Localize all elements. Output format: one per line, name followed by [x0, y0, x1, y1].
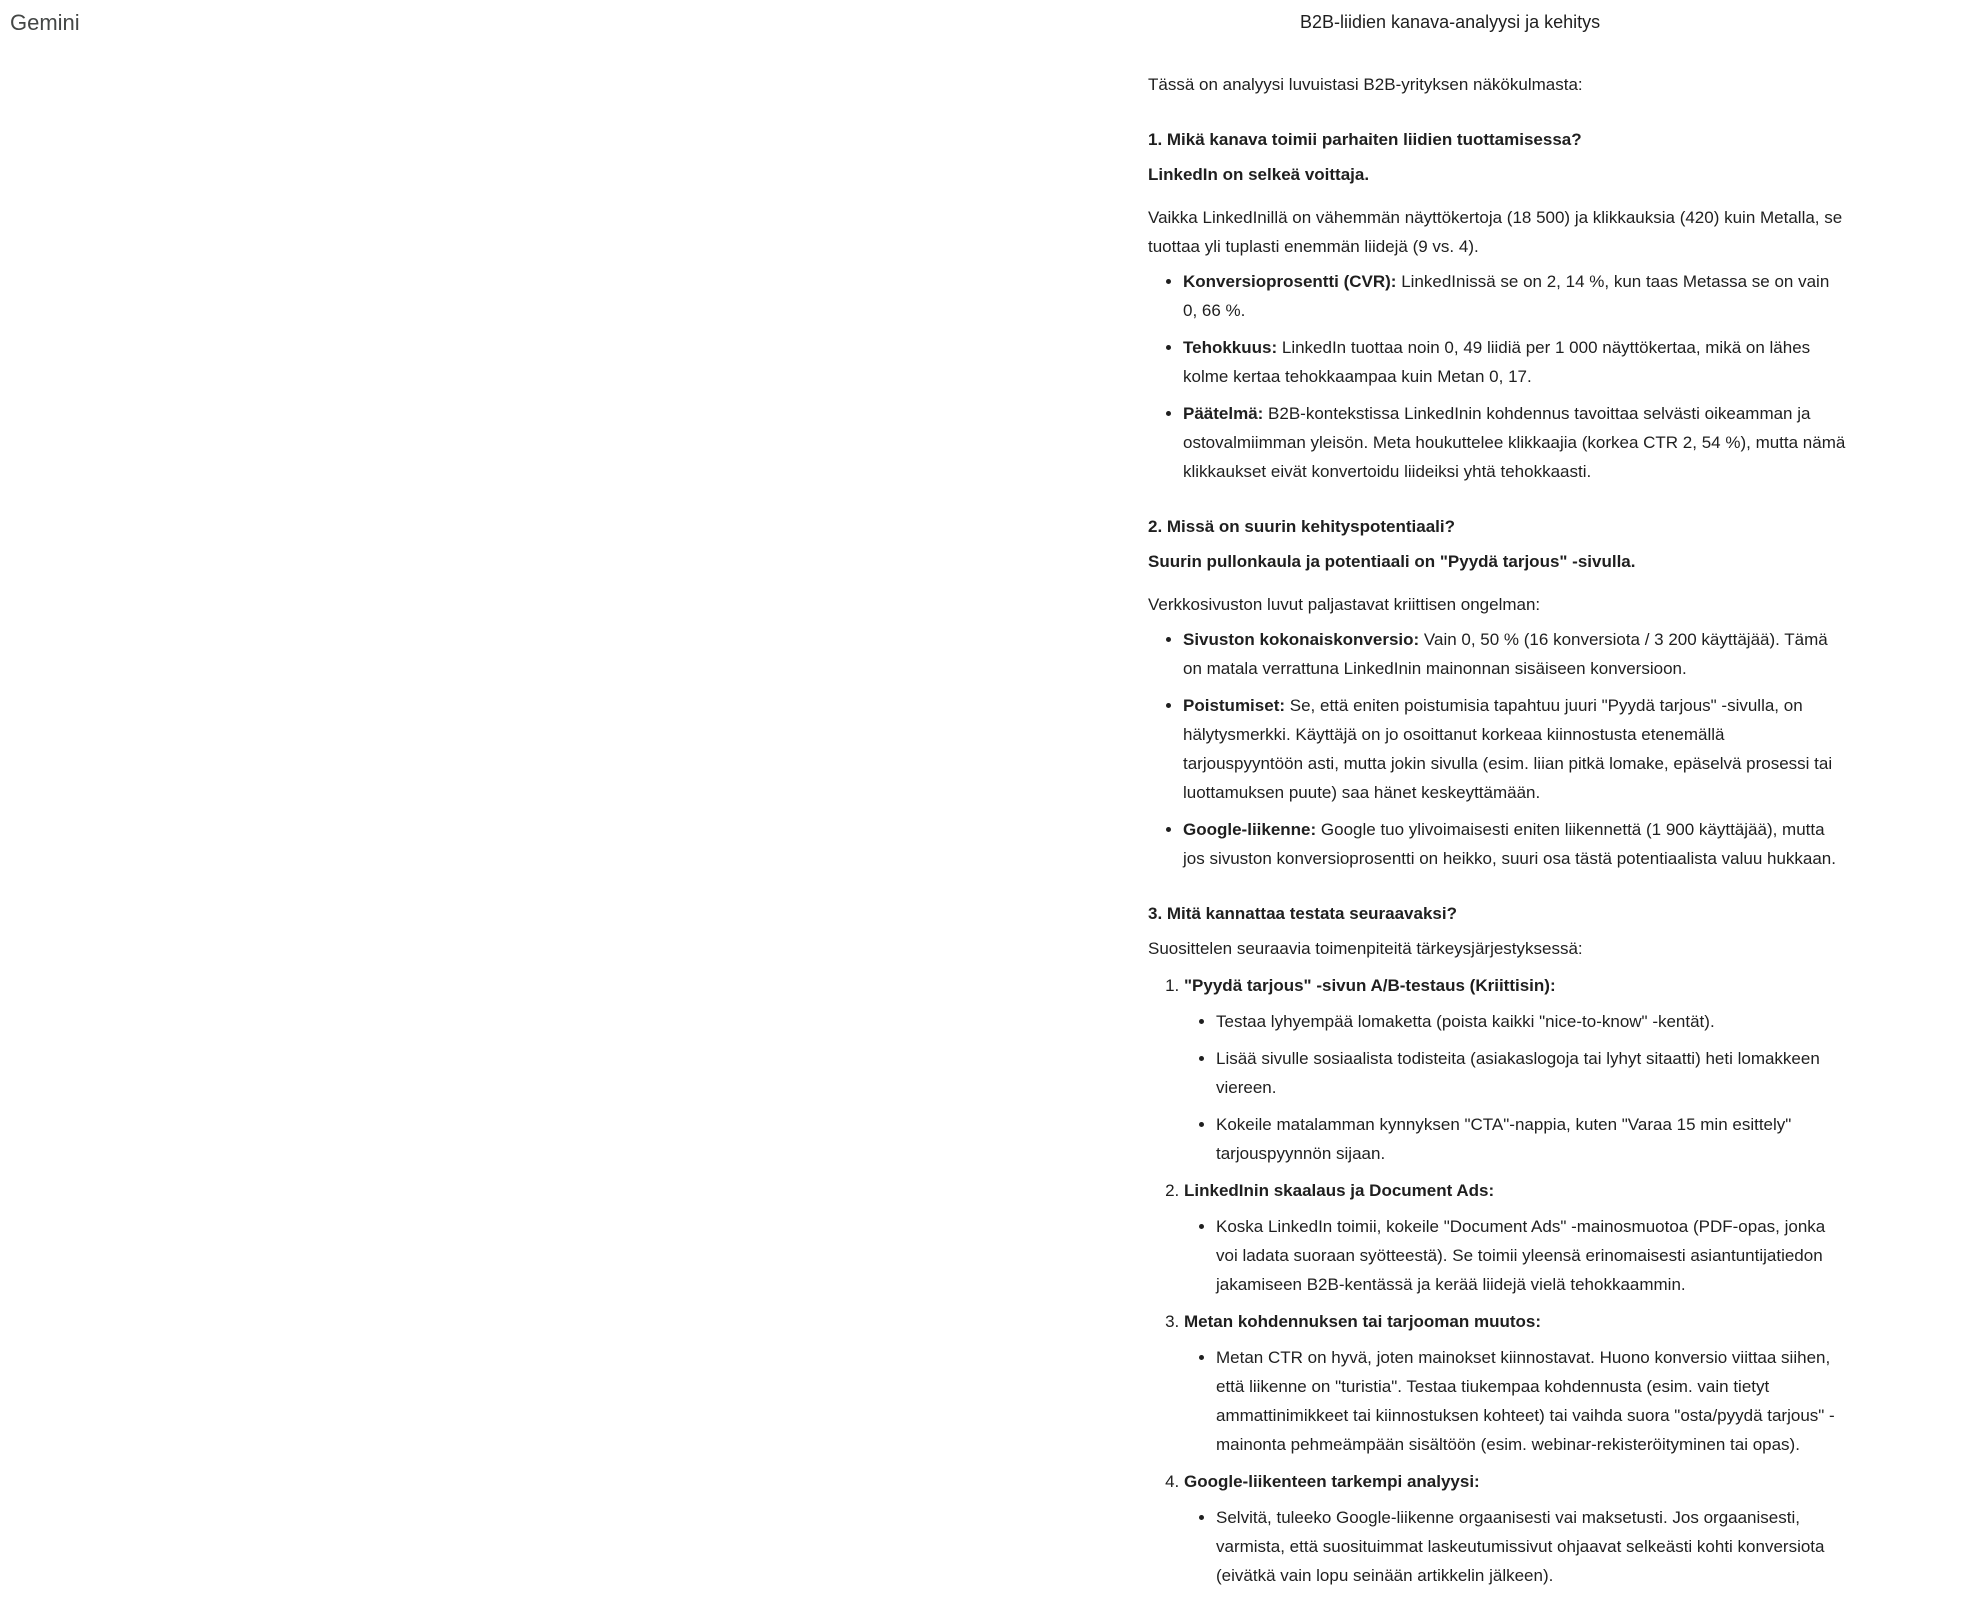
numbered-item [1184, 1307, 1848, 1459]
list-item [1183, 625, 1848, 683]
sub-list [1184, 1007, 1848, 1168]
section-paragraph: Verkkosivuston luvut paljastavat kriittisen ongelman: [1148, 595, 1541, 614]
list-item-text: Vain 0, 50 % (16 konversiota / 3 200 käyttäjää). Tämä on matala verrattuna LinkedInin mainonnan sisäiseen konversioon. [1183, 630, 1828, 678]
section-paragraph: Suosittelen seuraavia toimenpiteitä tärkeysjärjestyksessä: [1148, 939, 1583, 958]
numbered-item-title: 2. LinkedInin skaalaus ja Document Ads: [1184, 1181, 1495, 1200]
list-item-text: Google tuo ylivoimaisesti eniten liikennettä (1 900 käyttäjää), mutta jos sivuston konversioprosentti on heikko, suuri osa tästä potentiaalista valuu hukkaan. [1183, 820, 1836, 868]
sub-list [1184, 1503, 1848, 1590]
list-item-term: Konversioprosentti (CVR): [1183, 272, 1397, 291]
list-item-term: Päätelmä: [1183, 404, 1264, 423]
conversation-title: B2B-liidien kanava-analyysi ja kehitys [1300, 12, 1601, 32]
sub-list [1184, 1343, 1848, 1459]
numbered-list [1148, 971, 1848, 1590]
list-item-term: Sivuston kokonaiskonversio: [1183, 630, 1420, 649]
response-content [1148, 70, 1848, 1598]
list-item-term: Google-liikenne: [1183, 820, 1317, 839]
sub-list-item: • Koska LinkedIn toimii, kokeile "Document Ads" -mainosmuotoa (PDF-opas, jonka voi ladata suoraan syötteestä). Se toimii yleensä erinomaisesti asiantuntijatiedon jakamiseen B2B-kentässä ja kerää liidejä vielä tehokkaammin. [1216, 1212, 1848, 1299]
response-intro: Tässä on analyysi luvuistasi B2B-yrityksen näkökulmasta: [1148, 75, 1583, 94]
list-item-term: Poistumiset: [1183, 696, 1286, 715]
numbered-item-title: 1. "Pyydä tarjous" -sivun A/B-testaus (Kriittisin): [1184, 976, 1556, 995]
list-item-text: Se, että eniten poistumisia tapahtuu juuri "Pyydä tarjous" -sivulla, on hälytysmerkki. Käyttäjä on jo osoittanut korkeaa kiinnostusta etenemällä tarjouspyyntöön asti, mutta jokin sivulla (esim. liian pitkä lomake, epäselvä prosessi tai luottamuksen puute) saa hänet keskeyttämään. [1183, 696, 1833, 802]
sub-list-item: • Metan CTR on hyvä, joten mainokset kiinnostavat. Huono konversio viittaa siihen, että liikenne on "turistia". Testaa tiukempaa kohdennusta (esim. vain tietyt ammattinimikkeet tai kiinnostuksen kohteet) tai vaihda suora "osta/pyydä tarjous" -mainonta pehmeämpään sisältöön (esim. webinar-rekisteröityminen tai opas). [1216, 1343, 1848, 1459]
list-item [1183, 691, 1848, 807]
list-item [1183, 399, 1848, 486]
numbered-item [1184, 971, 1848, 1168]
gemini-logo[interactable]: Gemini [10, 10, 80, 35]
section-paragraph: Vaikka LinkedInillä on vähemmän näyttökertoja (18 500) ja klikkauksia (420) kuin Metalla, se tuottaa yli tuplasti enemmän liidejä (9 vs. 4). [1148, 208, 1843, 256]
list-item [1183, 267, 1848, 325]
numbered-item-title: 3. Metan kohdennuksen tai tarjooman muutos: [1184, 1312, 1542, 1331]
list-item [1183, 333, 1848, 391]
section-heading: 3. Mitä kannattaa testata seuraavaksi? [1148, 904, 1457, 923]
list-item [1183, 815, 1848, 873]
list-item-text: LinkedIn tuottaa noin 0, 49 liidiä per 1 000 näyttökertaa, mikä on lähes kolme kertaa tehokkaampaa kuin Metan 0, 17. [1183, 338, 1811, 386]
sub-list-item: • Selvitä, tuleeko Google-liikenne orgaanisesti vai maksetusti. Jos orgaanisesti, varmista, että suosituimmat laskeutumissivut ohjaavat selkeästi kohti konversiota (eivätkä vain lopu seinään artikkelin jälkeen). [1216, 1503, 1848, 1590]
sub-list [1184, 1212, 1848, 1299]
list-item-text: LinkedInissä se on 2, 14 %, kun taas Metassa se on vain 0, 66 %. [1183, 272, 1830, 320]
list-item-term: Tehokkuus: [1183, 338, 1278, 357]
bullet-list [1148, 267, 1848, 486]
numbered-item-title: 4. Google-liikenteen tarkempi analyysi: [1184, 1472, 1480, 1491]
numbered-item [1184, 1467, 1848, 1590]
sub-list-item: • Testaa lyhyempää lomaketta (poista kaikki "nice-to-know" -kentät). [1216, 1007, 1848, 1036]
list-item-text: B2B-kontekstissa LinkedInin kohdennus tavoittaa selvästi oikeamman ja ostovalmiimman yleisön. Meta houkuttelee klikkaajia (korkea CTR 2, 54 %), mutta nämä klikkaukset eivät konvertoidu liideiksi yhtä tehokkaasti. [1183, 404, 1846, 481]
section-lead: LinkedIn on selkeä voittaja. [1148, 165, 1370, 184]
bullet-list [1148, 625, 1848, 873]
section-heading: 2. Missä on suurin kehityspotentiaali? [1148, 517, 1456, 536]
sub-list-item: • Kokeile matalamman kynnyksen "CTA"-nappia, kuten "Varaa 15 min esittely" tarjouspyynnön sijaan. [1216, 1110, 1848, 1168]
numbered-item [1184, 1176, 1848, 1299]
section-heading: 1. Mikä kanava toimii parhaiten liidien tuottamisessa? [1148, 130, 1582, 149]
section-lead: Suurin pullonkaula ja potentiaali on "Pyydä tarjous" -sivulla. [1148, 552, 1636, 571]
sub-list-item: • Lisää sivulle sosiaalista todisteita (asiakaslogoja tai lyhyt sitaatti) heti lomakkeen viereen. [1216, 1044, 1848, 1102]
